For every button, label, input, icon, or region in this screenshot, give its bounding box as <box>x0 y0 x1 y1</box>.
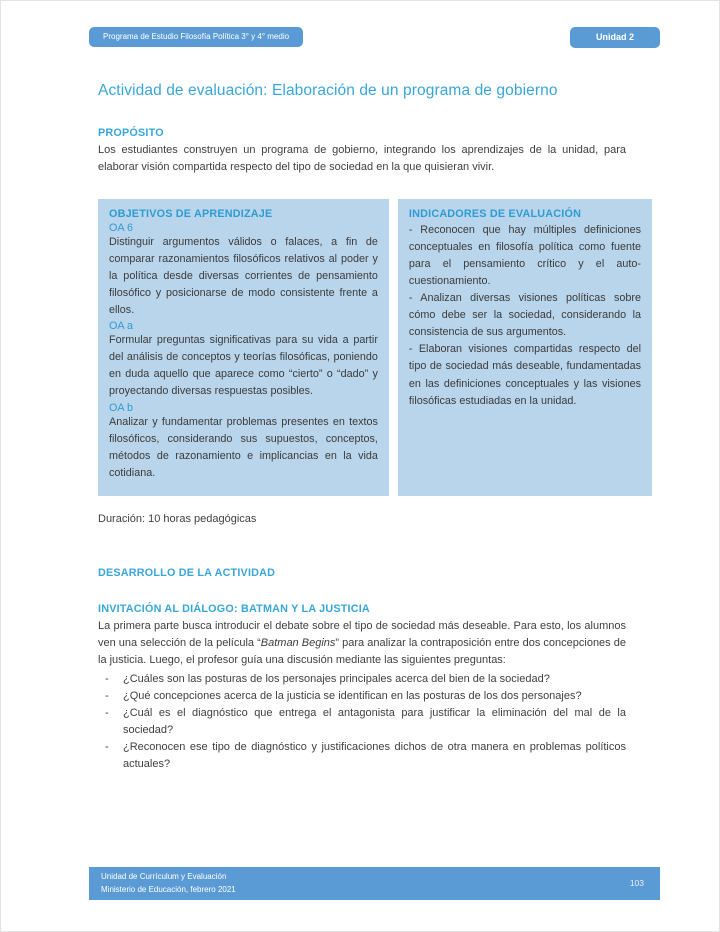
footer-bar <box>89 867 660 900</box>
indicator-item: - Elaboran visiones compartidas respecto del tipo de sociedad más deseable, fundamentadas en las definiciones conceptuales y las visiones filosóficas estudiadas en la unidad. <box>408 343 641 407</box>
oa-text: Formular preguntas significativas para su vida a partir del análisis de conceptos y teorías filosóficas, poniendo en duda aquello que aparece como “cierto” o “dado” y proyectando diversas respuestas posibles. <box>109 334 378 398</box>
oa-label: OA b <box>109 401 134 414</box>
duration-text: Duración: 10 horas pedagógicas <box>98 512 257 525</box>
oa-text: Distinguir argumentos válidos o falaces, a fin de comparar razonamientos filosóficos relativos al poder y la política desde diversas corrientes de pensamiento filosófico y posicionarse de modo consistente frente a ellos. <box>109 236 378 317</box>
unit-badge: Unidad 2 <box>570 27 660 48</box>
question-item <box>98 705 626 739</box>
footer-org: Unidad de Currículum y Evaluación <box>101 871 227 881</box>
indicator-item: - Reconocen que hay múltiples definiciones conceptuales en filosofía política como fuente para el pensamiento crítico y el auto-cuestionamiento. <box>408 224 641 288</box>
indicators-box <box>398 199 652 496</box>
objectives-indicators-section <box>98 199 652 496</box>
indicators-heading: INDICADORES DE EVALUACIÓN <box>408 208 582 221</box>
oa-label: OA a <box>109 320 134 333</box>
objectives-box <box>98 199 389 496</box>
question-text: ¿Reconocen ese tipo de diagnóstico y justificaciones dichos de otra manera en problemas políticos actuales? <box>123 741 626 771</box>
oa-label: OA 6 <box>109 222 134 235</box>
bullet-dash: - <box>105 741 109 754</box>
objectives-heading: OBJETIVOS DE APRENDIZAJE <box>109 208 273 221</box>
footer-credits <box>101 871 236 897</box>
program-badge: Programa de Estudio Filosofía Política 3° y 4° medio <box>89 27 303 47</box>
question-list <box>98 671 626 773</box>
bullet-dash: - <box>105 706 109 719</box>
proposito-heading: PROPÓSITO <box>98 127 164 139</box>
footer-ministry: Ministerio de Educación, febrero 2021 <box>101 884 236 894</box>
proposito-body: Los estudiantes construyen un programa de gobierno, integrando los aprendizajes de la unidad, para elaborar visión compartida respecto del tipo de sociedad en la que quisieran vivir. <box>98 144 626 174</box>
page-number: 103 <box>629 877 644 888</box>
invitacion-intro <box>98 618 626 669</box>
bullet-dash: - <box>105 672 109 685</box>
question-text: ¿Qué concepciones acerca de la justicia se identifican en las posturas de los dos personajes? <box>123 689 582 702</box>
page-title: Actividad de evaluación: Elaboración de un programa de gobierno <box>98 82 558 99</box>
page-header <box>89 27 660 48</box>
desarrollo-heading: DESARROLLO DE LA ACTIVIDAD <box>98 566 276 579</box>
question-item <box>98 688 626 705</box>
intro-before: La primera parte busca introducir el debate sobre el tipo de sociedad más deseable. Para esto, los alumnos ven una selección de la película “ <box>98 619 626 649</box>
question-item <box>98 739 626 773</box>
oa-item <box>109 222 378 319</box>
indicator-item: - Analizan diversas visiones políticas sobre cómo debe ser la sociedad, considerando la consistencia de sus argumentos. <box>408 292 641 339</box>
movie-title: Batman Begins <box>260 636 336 649</box>
question-text: ¿Cuál es el diagnóstico que entrega el antagonista para justificar la eliminación del mal de la sociedad? <box>123 706 626 736</box>
question-text: ¿Cuáles son las posturas de los personajes principales acerca del bien de la sociedad? <box>123 672 550 685</box>
intro-after: ” para analizar la contraposición entre dos concepciones de la justicia. Luego, el profesor guía una discusión mediante las siguientes preguntas: <box>98 636 626 666</box>
bullet-dash: - <box>105 689 109 702</box>
question-item <box>98 671 626 688</box>
oa-text: Analizar y fundamentar problemas presentes en textos filosóficos, considerando sus supuestos, conceptos, métodos de razonamiento e implicancias en la vida cotidiana. <box>109 415 378 479</box>
oa-item <box>109 402 378 482</box>
invitacion-heading: INVITACIÓN AL DIÁLOGO: BATMAN Y LA JUSTICIA <box>98 602 370 615</box>
oa-item <box>109 320 378 400</box>
